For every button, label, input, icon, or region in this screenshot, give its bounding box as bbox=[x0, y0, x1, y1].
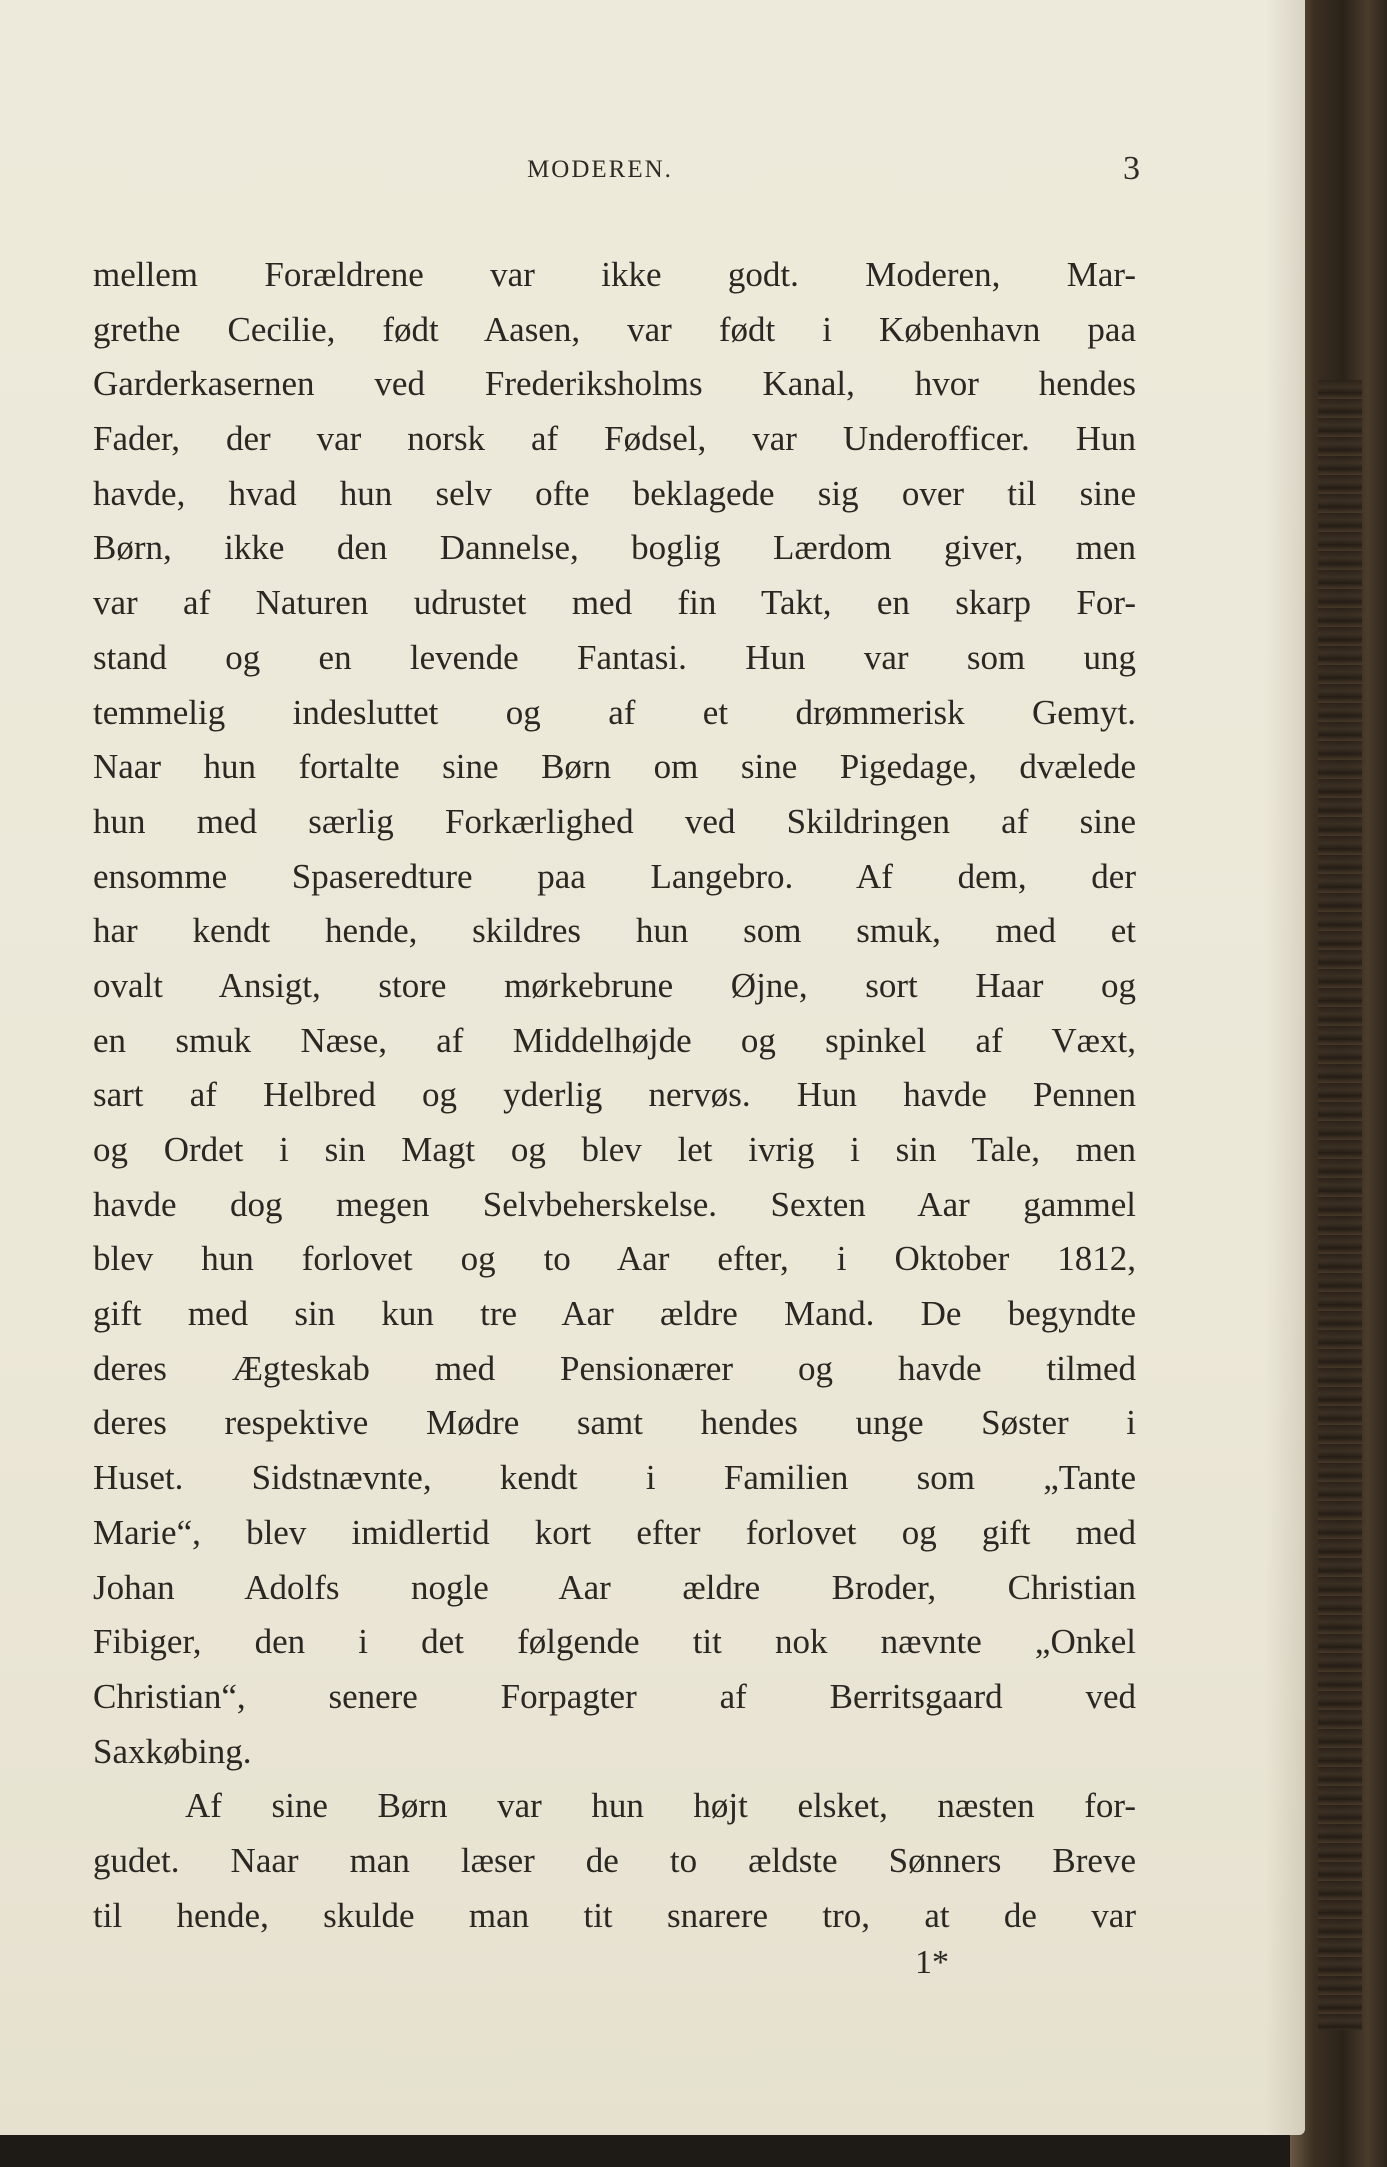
page-number: 3 bbox=[1123, 150, 1140, 187]
text-line: en smuk Næse, af Middelhøjde og spinkel af Væxt, bbox=[93, 1020, 1136, 1060]
text-line: Fibiger, den i det følgende tit nok nævnte „Onkel bbox=[93, 1622, 1136, 1662]
spine-texture bbox=[1318, 380, 1362, 2030]
text-line: Huset. Sidstnævnte, kendt i Familien som „Tante bbox=[93, 1458, 1136, 1498]
text-line: til hende, skulde man tit snarere tro, at de var bbox=[93, 1895, 1136, 1935]
text-line: sart af Helbred og yderlig nervøs. Hun havde Pennen bbox=[93, 1075, 1136, 1115]
text-line: deres Ægteskab med Pensionærer og havde tilmed bbox=[93, 1348, 1136, 1388]
text-line: Johan Adolfs nogle Aar ældre Broder, Christian bbox=[93, 1567, 1136, 1607]
text-line: Naar hun fortalte sine Børn om sine Pigedage, dvælede bbox=[93, 747, 1136, 787]
text-line: Børn, ikke den Dannelse, boglig Lærdom giver, men bbox=[93, 528, 1136, 568]
text-line: Garderkasernen ved Frederiksholms Kanal, hvor hendes bbox=[93, 364, 1136, 404]
text-line: havde, hvad hun selv ofte beklagede sig over til sine bbox=[93, 473, 1136, 513]
text-line: havde dog megen Selvbeherskelse. Sexten Aar gammel bbox=[93, 1184, 1136, 1224]
text-line: blev hun forlovet og to Aar efter, i Oktober 1812, bbox=[93, 1239, 1136, 1279]
text-line: deres respektive Mødre samt hendes unge Søster i bbox=[93, 1403, 1136, 1443]
text-line: og Ordet i sin Magt og blev let ivrig i sin Tale, men bbox=[93, 1130, 1136, 1169]
text-line: ovalt Ansigt, store mørkebrune Øjne, sort Haar og bbox=[93, 965, 1136, 1005]
text-line: stand og en levende Fantasi. Hun var som ung bbox=[93, 637, 1136, 677]
text-line: Christian“, senere Forpagter af Berritsgaard ved bbox=[93, 1676, 1136, 1716]
text-line: Marie“, blev imidlertid kort efter forlovet og gift med bbox=[93, 1512, 1136, 1552]
text-line: grethe Cecilie, født Aasen, var født i København paa bbox=[93, 309, 1136, 349]
text-line: Saxkøbing. bbox=[93, 1731, 252, 1771]
text-line-paragraph-start: Af sine Børn var hun højt elsket, næsten for- bbox=[185, 1786, 1136, 1826]
text-line: har kendt hende, skildres hun som smuk, med et bbox=[93, 911, 1136, 951]
text-line: Fader, der var norsk af Fødsel, var Underofficer. Hun bbox=[93, 419, 1136, 459]
text-line: temmelig indesluttet og af et drømmerisk Gemyt. bbox=[93, 692, 1136, 732]
text-line: ensomme Spaseredture paa Langebro. Af dem, der bbox=[93, 856, 1136, 896]
body-text bbox=[93, 248, 1136, 1943]
running-head: MODEREN. bbox=[527, 156, 673, 183]
signature-mark: 1* bbox=[915, 1944, 949, 1981]
page-gutter-shadow bbox=[1265, 0, 1305, 2135]
text-line: gudet. Naar man læser de to ældste Sønners Breve bbox=[93, 1840, 1136, 1880]
text-line: var af Naturen udrustet med fin Takt, en skarp For- bbox=[93, 583, 1136, 623]
text-line: mellem Forældrene var ikke godt. Moderen, Mar- bbox=[93, 255, 1136, 294]
text-line: gift med sin kun tre Aar ældre Mand. De begyndte bbox=[93, 1294, 1136, 1334]
text-line: hun med særlig Forkærlighed ved Skildringen af sine bbox=[93, 801, 1136, 841]
